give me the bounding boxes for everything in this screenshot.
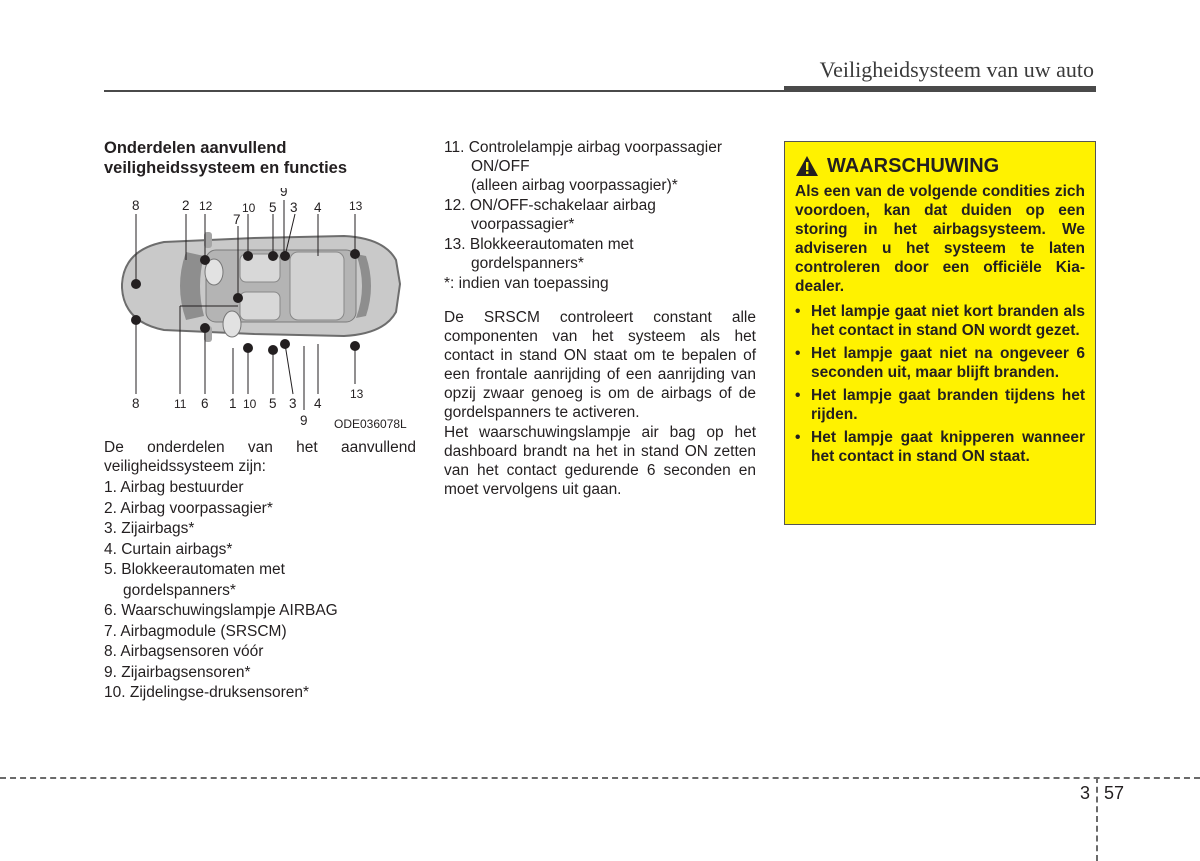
figure-label: 4 xyxy=(314,396,322,411)
list-item xyxy=(104,663,416,684)
figure-label: 3 xyxy=(289,396,297,411)
srscm-paragraph: De SRSCM controleert constant alle componenten van het systeem als het contact in stand ON staat om te bepalen of een frontale aanrijding of een aanrijding van opzij zwaar genoeg is om de airbags of de gordelspanners te activeren. xyxy=(444,309,756,421)
figure-label: 1 xyxy=(229,396,237,411)
warning-title-text: WAARSCHUWING xyxy=(827,155,1000,177)
list-item-continuation: ON/OFF xyxy=(471,158,530,175)
list-item xyxy=(444,235,756,273)
warning-bullet: • Het lampje gaat branden tijdens het rijden. xyxy=(795,386,1085,424)
warning-bullet: • Het lampje gaat knipperen wanneer het contact in stand ON staat. xyxy=(795,428,1085,466)
list-item xyxy=(104,622,416,643)
middle-column xyxy=(444,138,756,499)
list-item-continuation: voorpassagier* xyxy=(471,216,575,233)
list-item xyxy=(104,540,416,561)
warning-triangle-icon xyxy=(795,155,819,177)
section-number: 3 xyxy=(1080,783,1091,803)
list-item xyxy=(444,196,756,234)
figure-label: 9 xyxy=(280,188,288,199)
figure-label: 7 xyxy=(233,212,241,227)
figure-label: 4 xyxy=(314,200,322,215)
figure-label: 5 xyxy=(269,200,277,215)
figure-label: 6 xyxy=(201,396,209,411)
figure-label: 10 xyxy=(242,201,256,215)
list-item-text: 9. Zijairbagsensoren* xyxy=(104,663,251,681)
warning-text: Als een van de volgende condities zich voordoen, kan dat duiden op een storing in het airbagsysteem. We adviseren u het systeem te laten controleren door een officiële Kia-dealer. xyxy=(795,183,1085,295)
header-rule-accent xyxy=(784,86,1096,92)
warning-title xyxy=(795,154,1085,178)
list-item-text: 6. Waarschuwingslampje AIRBAG xyxy=(104,602,338,619)
list-item-text: 3. Zijairbags* xyxy=(104,520,195,537)
figure-label: 3 xyxy=(290,200,298,215)
airbag-figure xyxy=(104,188,416,432)
list-item-text: 2. Airbag voorpassagier* xyxy=(104,499,273,517)
header-title: Veiligheidsysteem van uw auto xyxy=(819,57,1094,82)
warning-box xyxy=(784,141,1096,525)
intro-paragraph: De onderdelen van het aanvullend veiligheidssysteem zijn: xyxy=(104,439,416,475)
figure-label: 13 xyxy=(349,199,363,213)
figure-label: 12 xyxy=(199,199,213,213)
warning-bullet: • Het lampje gaat niet kort branden als het contact in stand ON wordt gezet. xyxy=(795,302,1085,340)
page-number: 57 xyxy=(1104,783,1125,803)
warning-bullet: • Het lampje gaat niet na ongeveer 6 seconden uit, maar blijft branden. xyxy=(795,344,1085,382)
components-list xyxy=(104,478,416,704)
list-item-text: 1. Airbag bestuurder xyxy=(104,479,244,496)
list-item xyxy=(104,560,416,601)
section-heading: Onderdelen aanvullend veiligheidssysteem en functies xyxy=(104,139,348,177)
list-item xyxy=(104,478,416,499)
figure-label: 9 xyxy=(300,413,308,428)
warning-bullets xyxy=(795,302,1085,466)
figure-label: 2 xyxy=(182,198,190,213)
list-item-continuation: gordelspanners* xyxy=(123,581,236,599)
list-item xyxy=(104,642,416,663)
left-column xyxy=(104,138,416,704)
list-item-continuation: gordelspanners* xyxy=(471,255,584,272)
footer-divider xyxy=(0,777,1200,779)
figure-label: 13 xyxy=(350,387,364,401)
figure-label: 11 xyxy=(174,397,187,411)
footer-vertical-divider xyxy=(1096,777,1098,861)
figure-label: 5 xyxy=(269,396,277,411)
list-item xyxy=(104,499,416,520)
list-item-continuation: (alleen airbag voorpassagier)* xyxy=(471,177,678,194)
list-item-text: 13. Blokkeerautomaten met xyxy=(444,236,634,253)
figure-label: 10 xyxy=(243,397,257,411)
footnote-text: *: indien van toepassing xyxy=(444,275,609,292)
list-item xyxy=(104,601,416,622)
list-item-text: 4. Curtain airbags* xyxy=(104,540,233,558)
list-item-text: 8. Airbagsensoren vóór xyxy=(104,643,264,660)
list-item-text: 11. Controlelampje airbag voorpassagier xyxy=(444,139,723,156)
figure-code: ODE036078L xyxy=(334,417,407,431)
list-item-text: 7. Airbagmodule (SRSCM) xyxy=(104,622,287,640)
footnote xyxy=(444,274,756,293)
warning-light-paragraph: Het waarschuwingslampje air bag op het dashboard brandt na het in stand ON zetten van het contact gedurende 6 seconden en moet vervolgens uit gaan. xyxy=(444,424,756,498)
figure-label: 8 xyxy=(132,396,140,411)
list-item xyxy=(104,519,416,540)
figure-label: 8 xyxy=(132,198,140,213)
list-item-text: 5. Blokkeerautomaten met xyxy=(104,561,285,578)
list-item xyxy=(104,683,416,704)
list-item-text: 12. ON/OFF-schakelaar airbag xyxy=(444,197,656,214)
list-item xyxy=(444,138,756,195)
car-topview-illustration xyxy=(104,188,416,432)
list-item-text: 10. Zijdelingse-druksensoren* xyxy=(104,684,310,701)
